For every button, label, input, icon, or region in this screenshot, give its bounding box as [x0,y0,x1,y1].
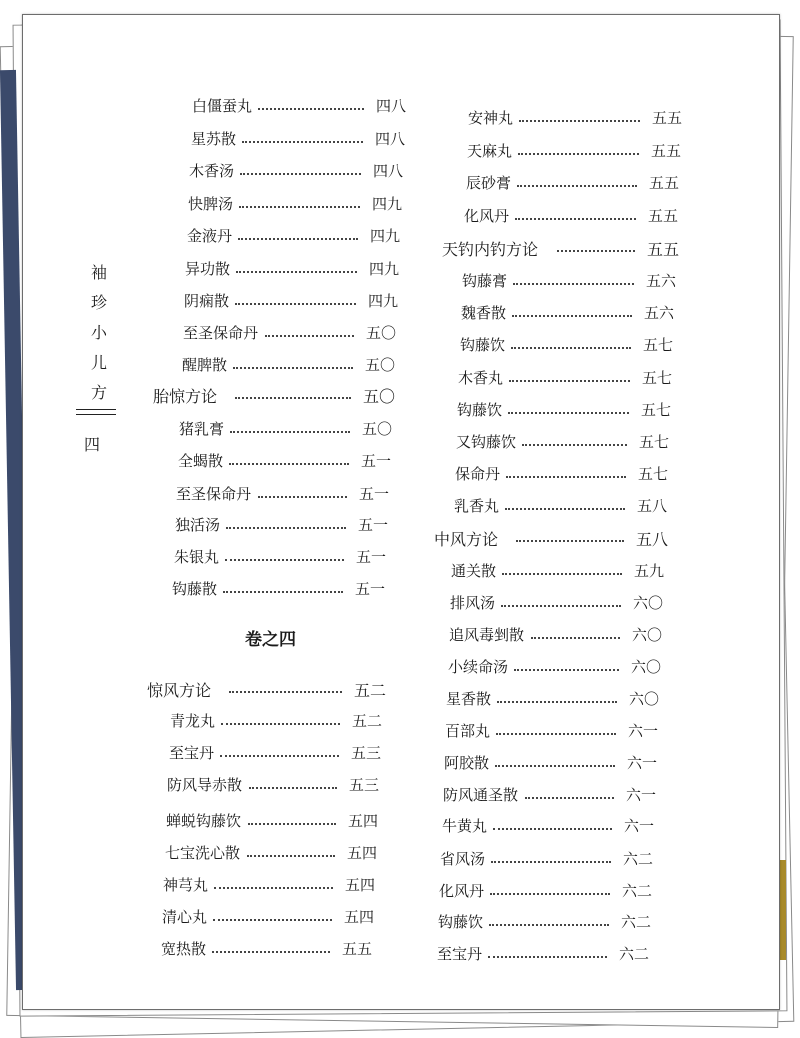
dot-leader [522,444,627,446]
toc-page-number: 四八 [373,162,404,180]
dot-leader [513,283,635,285]
toc-entry-title: 全蝎散 [178,452,224,470]
dot-leader [511,347,632,349]
toc-page-number: 四九 [370,227,401,245]
dot-leader [502,573,623,575]
dot-leader [226,527,347,529]
toc-entry-title: 钩藤饮 [460,336,506,354]
toc-entry-title: 化风丹 [439,882,485,900]
toc-entry [178,450,401,474]
toc-entry-title: 青龙丸 [170,712,216,730]
dot-leader [233,367,354,369]
toc-entry-title: 防风导赤散 [167,776,243,794]
toc-entry-title: 至宝丹 [169,744,215,762]
toc-entry [440,848,663,872]
toc-entry [444,752,667,776]
toc-entry-title: 胎惊方论 [153,387,218,406]
toc-entry [167,774,389,798]
toc-page-number: 五二 [354,681,387,700]
toc-entry [188,193,412,217]
dot-leader [239,206,361,208]
dot-leader [490,893,611,895]
dot-leader [229,463,350,465]
toc-page-number: 四九 [369,260,400,278]
toc-page-number: 五四 [348,812,379,830]
toc-entry-title: 白僵蚕丸 [192,97,253,115]
toc-section-heading [434,527,676,551]
toc-entry [165,842,387,866]
toc-entry [438,911,661,935]
toc-page-number: 五三 [351,744,382,762]
toc-page-number: 五八 [636,530,669,549]
dot-leader [496,733,617,735]
toc-entry [450,592,673,616]
toc-page-number: 五一 [355,580,386,598]
dot-leader [229,691,342,693]
toc-entry-title: 钩藤膏 [462,272,508,290]
toc-page-number: 五七 [641,401,672,419]
toc-page-number: 六〇 [632,626,663,644]
toc-entry-title: 天钓内钓方论 [442,240,539,259]
toc-entry-title: 百部丸 [445,722,491,740]
margin-page-number: 四 [84,435,101,454]
toc-page-number: 五二 [352,712,383,730]
toc-entry-title: 乳香丸 [454,497,500,515]
toc-section-heading [153,384,403,408]
toc-page-number: 五五 [342,940,373,958]
toc-entry-title: 钩藤饮 [438,913,484,931]
dot-leader [508,412,630,414]
toc-page-number: 五七 [638,465,669,483]
margin-divider [76,409,116,415]
dot-leader [265,335,355,337]
toc-entry [175,514,398,538]
toc-entry-title: 星香散 [446,690,492,708]
dot-leader [517,185,638,187]
toc-entry [456,431,679,455]
toc-entry [161,938,382,962]
toc-page-number: 五七 [639,433,670,451]
toc-page-number: 五〇 [366,324,397,342]
toc-entry-title: 星苏散 [191,130,237,148]
toc-page-number: 四九 [368,292,399,310]
toc-entry [460,334,683,358]
dot-leader [557,250,635,252]
dot-leader [221,723,341,725]
toc-page-number: 五六 [644,304,675,322]
toc-page-number: 六一 [624,817,655,835]
toc-page-number: 五四 [344,908,375,926]
toc-page-number: 五一 [361,452,392,470]
dot-leader [519,120,641,122]
toc-page-number: 四八 [375,130,406,148]
toc-entry [467,140,691,164]
toc-entry-title: 木香丸 [458,369,504,387]
toc-entry [185,258,409,282]
margin-title-char: 袖 [90,263,107,282]
toc-entry-title: 省风汤 [440,850,486,868]
dot-leader [247,855,336,857]
dot-leader [515,218,637,220]
toc-page-number: 五〇 [362,420,393,438]
dot-leader [235,303,357,305]
toc-entry-title: 钩藤饮 [457,401,503,419]
toc-entry [437,943,659,967]
dot-leader [223,591,344,593]
toc-page-number: 六一 [628,722,659,740]
dot-leader [506,476,627,478]
toc-page-number: 五五 [647,240,680,259]
toc-entry-title: 金液丹 [187,227,233,245]
toc-entry-title: 宽热散 [161,940,207,958]
margin-book-title [88,258,110,408]
toc-entry-title: 又钩藤饮 [456,433,517,451]
toc-entry-title: 钩藤散 [172,580,218,598]
dot-leader [225,559,345,561]
dot-leader [518,153,640,155]
toc-entry-title: 阴痫散 [184,292,230,310]
dot-leader [509,380,631,382]
dot-leader [512,315,633,317]
toc-entry-title: 通关散 [451,562,497,580]
toc-entry [182,354,405,378]
toc-entry [449,624,672,648]
toc-entry-title: 牛黄丸 [442,817,488,835]
toc-entry-title: 追风毒剉散 [449,626,525,644]
margin-title-char: 珍 [90,293,107,312]
dot-leader [242,141,364,143]
toc-entry-title: 蝉蜕钩藤饮 [166,812,242,830]
toc-entry [457,399,681,423]
toc-entry-title: 辰砂膏 [466,174,512,192]
dot-leader [238,238,359,240]
toc-entry-title: 阿胶散 [444,754,490,772]
toc-entry-title: 朱银丸 [174,548,220,566]
toc-page-number: 五五 [649,174,680,192]
dot-leader [501,605,622,607]
toc-page-number: 六二 [622,882,653,900]
dot-leader [236,271,358,273]
margin-title-char: 儿 [90,353,107,372]
toc-entry-title: 保命丹 [455,465,501,483]
toc-entry-title: 安神丸 [468,109,514,127]
toc-entry [454,495,677,519]
dot-leader [491,861,612,863]
toc-entry-title: 猪乳膏 [179,420,225,438]
dot-leader [497,701,618,703]
toc-entry-title: 异功散 [185,260,231,278]
toc-entry [458,367,682,391]
toc-page-number: 五〇 [365,356,396,374]
toc-entry-title: 化风丹 [464,207,510,225]
toc-page-number: 五一 [359,485,390,503]
margin-title-char: 小 [90,323,107,342]
toc-page-number: 六一 [626,786,657,804]
toc-entry-title: 神芎丸 [163,876,209,894]
dot-leader [212,951,331,953]
toc-entry [189,160,413,184]
toc-entry [443,784,666,808]
dot-leader [235,397,351,399]
dot-leader [249,787,338,789]
toc-page-number: 五九 [634,562,665,580]
toc-page-number: 五七 [643,336,674,354]
toc-entry-title: 魏香散 [461,304,507,322]
toc-entry [464,205,688,229]
toc-entry [445,720,668,744]
toc-entry-title: 至圣保命丹 [176,485,252,503]
dot-leader [214,887,334,889]
toc-entry [163,874,385,898]
dot-leader [240,173,362,175]
dot-leader [516,540,624,542]
toc-entry [187,225,410,249]
toc-entry-title: 清心丸 [162,908,208,926]
dot-leader [525,797,615,799]
toc-entry-title: 快脾汤 [188,195,234,213]
toc-page-number: 五四 [345,876,376,894]
margin-title-char: 方 [90,383,107,402]
toc-entry [179,418,402,442]
toc-page-number: 五五 [651,142,682,160]
toc-entry [442,815,664,839]
toc-page-number: 五八 [637,497,668,515]
toc-page-number: 五〇 [363,387,396,406]
dot-leader [493,828,613,830]
toc-entry [183,322,406,346]
toc-entry [466,172,689,196]
toc-page-number: 六二 [619,945,650,963]
toc-entry-title: 木香汤 [189,162,235,180]
toc-page-number: 四九 [372,195,403,213]
toc-section-heading [147,678,394,702]
toc-entry-title: 独活汤 [175,516,221,534]
toc-page-number: 五一 [358,516,389,534]
toc-entry [174,546,396,570]
toc-section-heading [442,237,687,261]
toc-page-number: 五三 [349,776,380,794]
toc-entry [191,128,415,152]
toc-page-number: 六二 [621,913,652,931]
toc-entry [169,742,391,766]
dot-leader [489,924,610,926]
toc-entry [166,810,388,834]
dot-leader [495,765,616,767]
volume-heading: 卷之四 [245,630,296,650]
toc-entry-title: 七宝洗心散 [165,844,241,862]
toc-page-number: 五五 [648,207,679,225]
toc-page-number: 五一 [356,548,387,566]
toc-entry [162,906,384,930]
dot-leader [230,431,351,433]
dot-leader [220,755,340,757]
toc-entry [446,688,669,712]
toc-entry-title: 至圣保命丹 [183,324,259,342]
dot-leader [213,919,333,921]
toc-entry [448,656,671,680]
toc-entry-title: 排风汤 [450,594,496,612]
toc-entry [192,95,416,119]
toc-entry [172,578,395,602]
toc-entry [170,710,392,734]
dot-leader [514,669,619,671]
toc-entry-title: 中风方论 [434,530,499,549]
dot-leader [488,956,608,958]
toc-page-number: 五七 [642,369,673,387]
toc-page-number: 四八 [376,97,407,115]
toc-page-number: 六〇 [629,690,660,708]
toc-page-number: 五六 [646,272,677,290]
toc-entry-title: 醒脾散 [182,356,228,374]
dot-leader [248,823,337,825]
toc-entry-title: 防风通圣散 [443,786,519,804]
dot-leader [258,108,364,110]
toc-entry [184,290,408,314]
toc-page-number: 五四 [347,844,378,862]
toc-entry [455,463,678,487]
dot-leader [531,637,621,639]
toc-entry [461,302,684,326]
toc-entry-title: 天麻丸 [467,142,513,160]
toc-entry [468,107,692,131]
dot-leader [505,508,626,510]
toc-page-number: 六〇 [633,594,664,612]
toc-page-number: 六二 [623,850,654,868]
toc-entry-title: 惊风方论 [147,681,212,700]
toc-entry [439,880,662,904]
toc-entry [176,483,399,507]
toc-entry-title: 至宝丹 [437,945,483,963]
toc-entry [462,270,686,294]
toc-page-number: 五五 [652,109,683,127]
dot-leader [258,496,348,498]
toc-page-number: 六一 [627,754,658,772]
toc-entry-title: 小续命汤 [448,658,509,676]
toc-page-number: 六〇 [631,658,662,676]
toc-entry [451,560,674,584]
